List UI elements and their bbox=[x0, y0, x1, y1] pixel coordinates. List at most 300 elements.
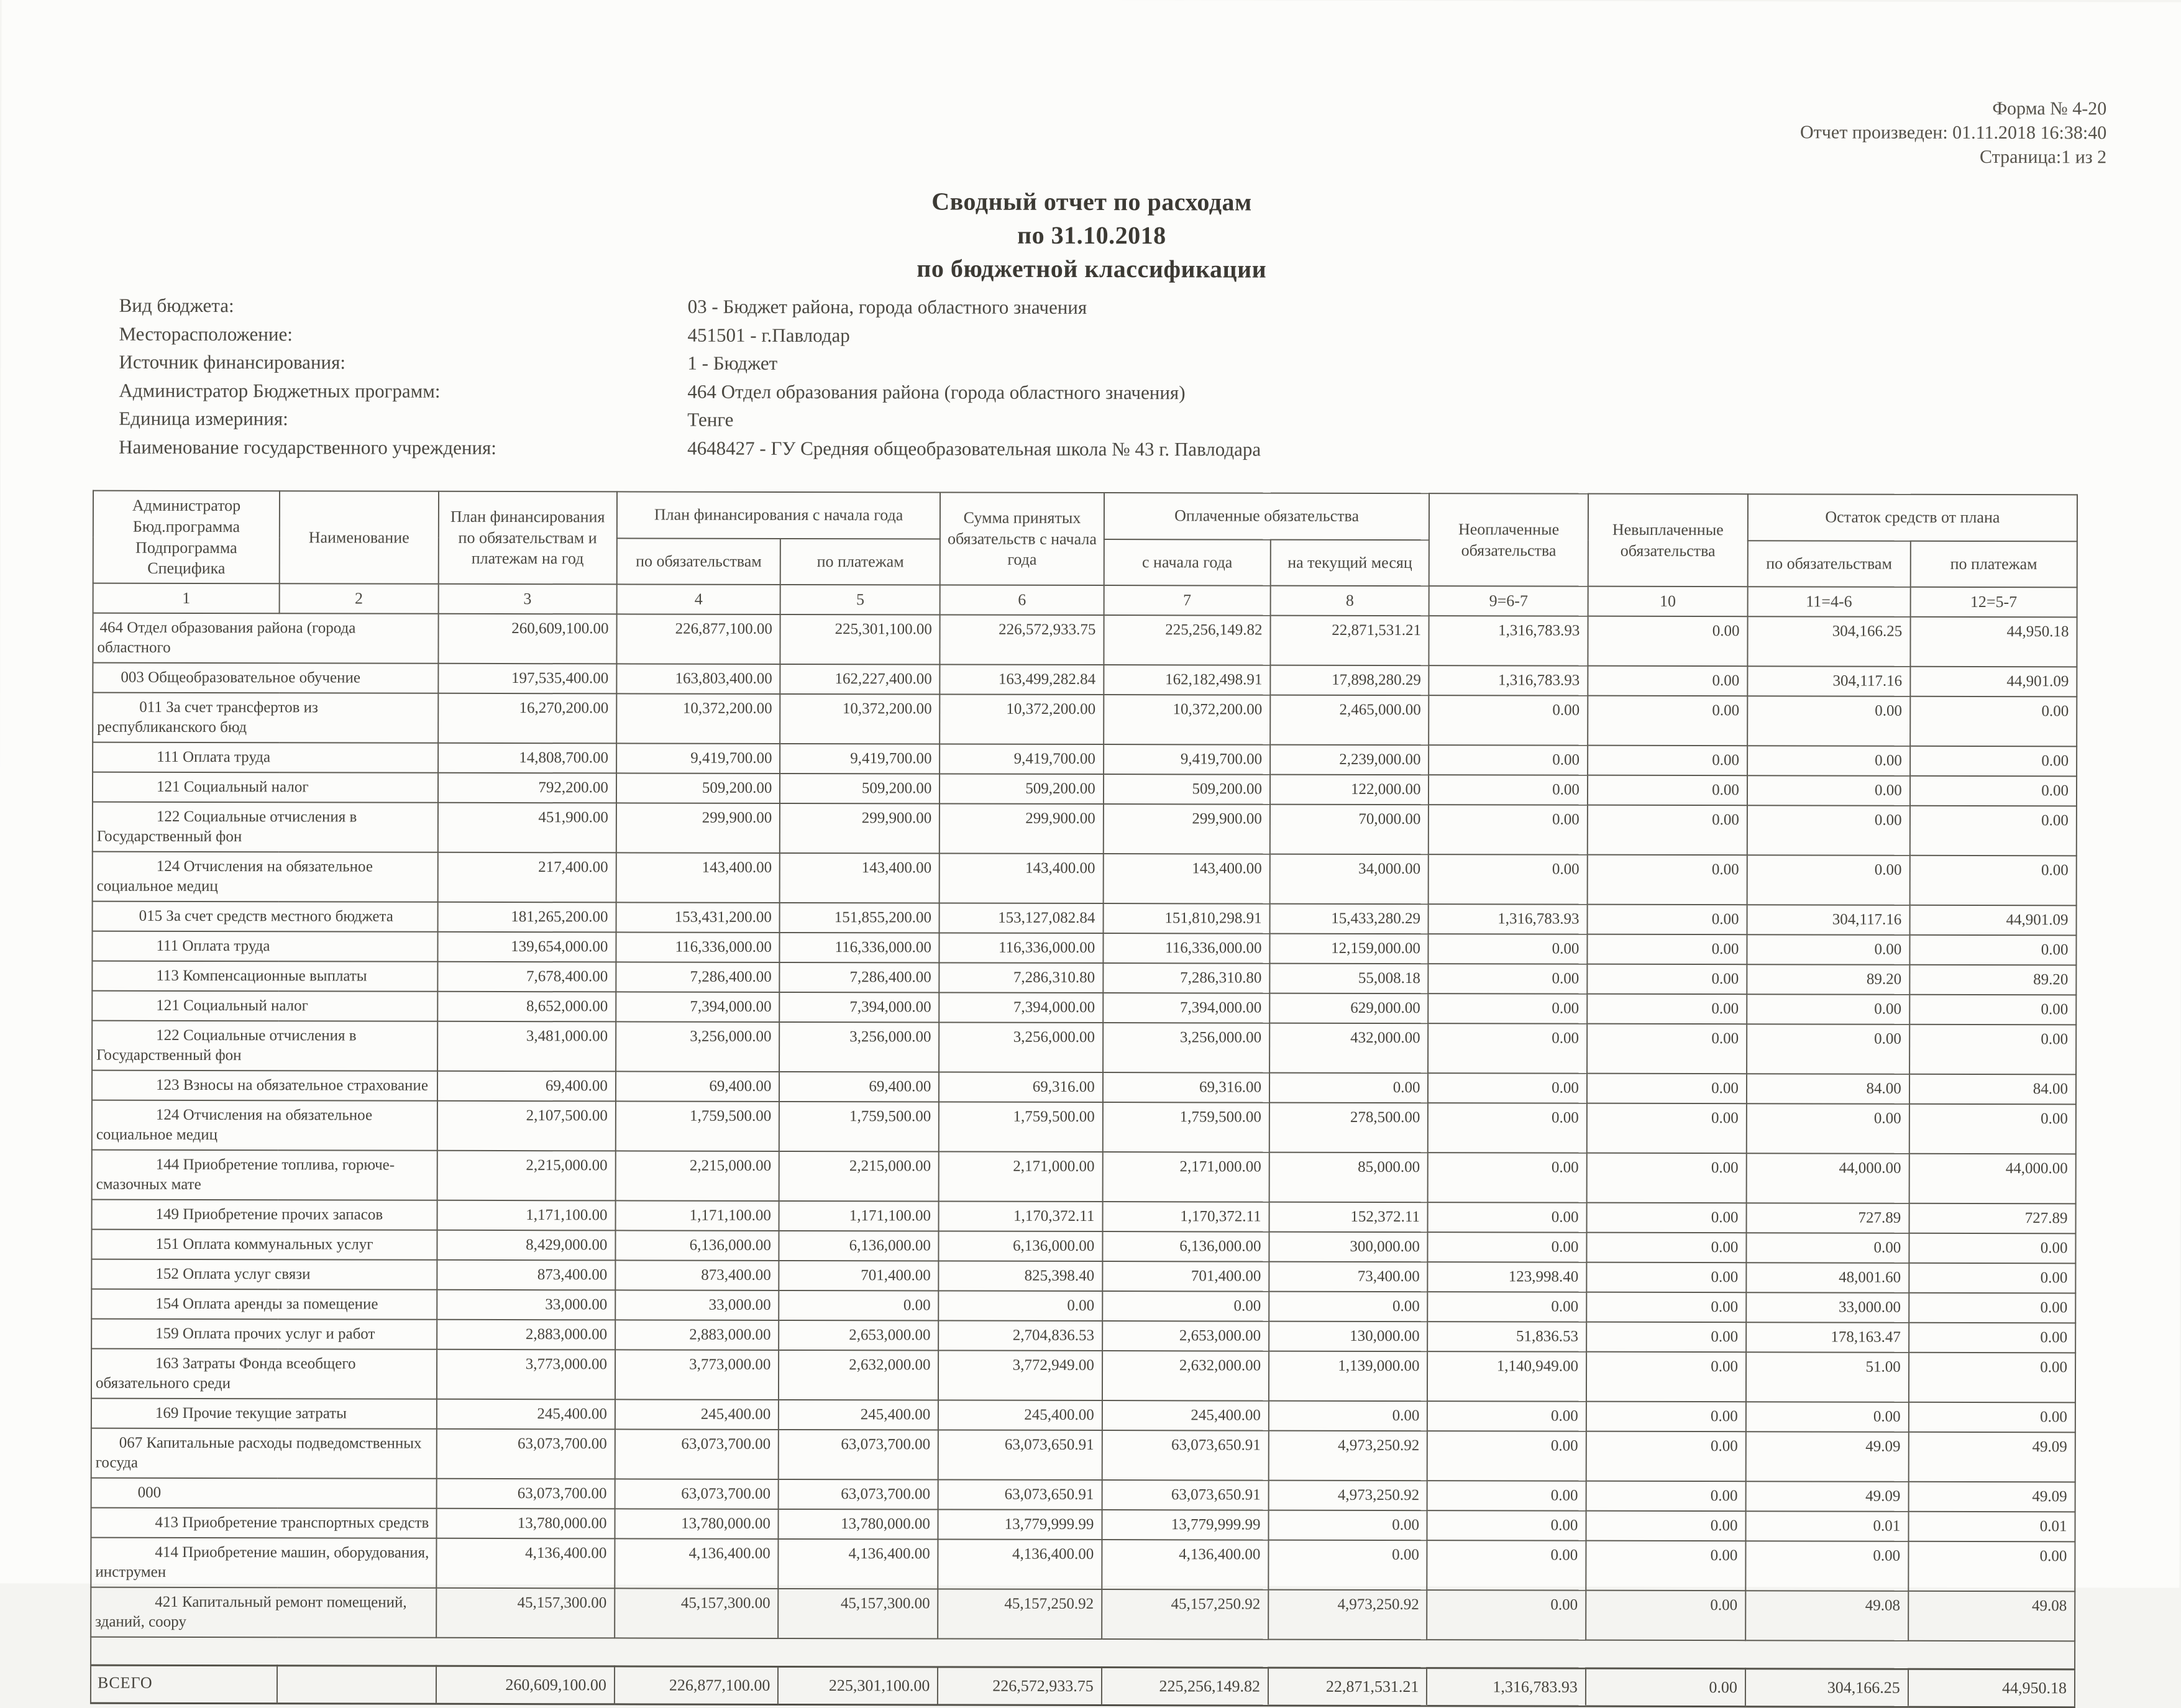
row-value: 245,400.00 bbox=[1102, 1400, 1269, 1431]
row-value: 2,632,000.00 bbox=[779, 1350, 938, 1400]
row-value: 509,200.00 bbox=[940, 774, 1104, 804]
row-label: 067 Капитальные расходы подведомственных госуда bbox=[91, 1428, 437, 1479]
table-row bbox=[92, 931, 2076, 966]
row-value: 0.00 bbox=[1910, 696, 2077, 747]
header-from-year-begin: с начала года bbox=[1104, 539, 1271, 586]
row-value: 4,136,400.00 bbox=[615, 1538, 779, 1589]
row-value: 0.00 bbox=[1586, 1511, 1745, 1541]
row-value: 63,073,700.00 bbox=[615, 1429, 779, 1479]
row-value: 10,372,200.00 bbox=[616, 693, 780, 744]
row-value: 245,400.00 bbox=[436, 1399, 615, 1430]
column-number: 10 bbox=[1588, 587, 1747, 616]
meta-row bbox=[119, 348, 2082, 380]
row-value: 51.00 bbox=[1746, 1352, 1909, 1402]
row-value: 509,200.00 bbox=[616, 773, 780, 803]
row-value: 9,419,700.00 bbox=[780, 744, 940, 774]
meta-value: Тенге bbox=[687, 408, 734, 431]
row-value: 0.00 bbox=[1909, 1263, 2075, 1294]
row-value: 1,759,500.00 bbox=[779, 1102, 939, 1152]
table-row bbox=[91, 1349, 2075, 1403]
column-number: 12=5-7 bbox=[1910, 587, 2077, 617]
row-value: 178,163.47 bbox=[1746, 1322, 1909, 1353]
row-value: 4,973,250.92 bbox=[1268, 1590, 1427, 1640]
report-title-line1: Сводный отчет по расходам bbox=[931, 187, 1252, 216]
row-label: 113 Компенсационные выплаты bbox=[92, 961, 437, 992]
header-by-obligations: по обязательствам bbox=[617, 538, 781, 585]
row-value: 0.00 bbox=[1428, 1153, 1587, 1203]
header-current-month: на текущий месяц bbox=[1271, 539, 1430, 586]
row-value: 7,286,400.00 bbox=[616, 962, 780, 992]
row-value: 2,215,000.00 bbox=[779, 1151, 939, 1202]
table-row bbox=[91, 1289, 2075, 1323]
row-value: 153,127,082.84 bbox=[940, 903, 1104, 933]
row-label: 121 Социальный налог bbox=[93, 772, 438, 803]
row-value: 0.00 bbox=[1587, 1153, 1747, 1203]
row-value: 0.00 bbox=[1910, 776, 2077, 806]
table-row bbox=[93, 902, 2077, 936]
spacer-row bbox=[91, 1637, 2075, 1670]
row-value: 116,336,000.00 bbox=[616, 932, 780, 962]
row-value: 181,265,200.00 bbox=[437, 902, 616, 933]
total-empty-cell bbox=[277, 1666, 436, 1704]
row-value: 873,400.00 bbox=[615, 1260, 779, 1290]
row-value: 1,316,783.93 bbox=[1429, 665, 1588, 696]
row-label: 122 Социальные отчисления в Государственный фон bbox=[93, 802, 438, 852]
row-value: 245,400.00 bbox=[615, 1399, 779, 1430]
total-value: 304,166.25 bbox=[1745, 1669, 1908, 1707]
row-value: 10,372,200.00 bbox=[1104, 695, 1270, 745]
row-value: 2,215,000.00 bbox=[616, 1151, 780, 1201]
row-value: 10,372,200.00 bbox=[780, 694, 940, 744]
row-value: 0.00 bbox=[1747, 746, 1910, 776]
row-label: 464 Отдел образования района (города областного bbox=[93, 613, 438, 664]
row-value: 0.00 bbox=[1586, 1292, 1746, 1323]
row-value: 162,182,498.91 bbox=[1104, 665, 1270, 695]
row-value: 0.00 bbox=[1427, 1540, 1586, 1591]
row-value: 0.00 bbox=[1428, 1103, 1587, 1153]
row-label: 111 Оплата труда bbox=[93, 742, 438, 773]
table-row bbox=[91, 1538, 2075, 1592]
row-value: 0.00 bbox=[1909, 1025, 2076, 1075]
row-value: 63,073,700.00 bbox=[779, 1430, 938, 1480]
table-row bbox=[93, 663, 2077, 697]
row-value: 63,073,700.00 bbox=[436, 1429, 615, 1479]
row-value: 0.00 bbox=[1586, 1541, 1745, 1591]
row-value: 8,429,000.00 bbox=[437, 1230, 615, 1261]
row-value: 63,073,650.91 bbox=[938, 1430, 1102, 1480]
row-value: 2,171,000.00 bbox=[939, 1151, 1103, 1202]
row-value: 49.09 bbox=[1908, 1482, 2075, 1512]
row-value: 1,170,372.11 bbox=[1102, 1202, 1269, 1232]
row-value: 22,871,531.21 bbox=[1270, 616, 1429, 666]
report-title bbox=[1, 183, 2181, 288]
row-value: 3,772,949.00 bbox=[938, 1350, 1102, 1400]
row-label: 011 За счет трансфертов из республиканского бюд bbox=[93, 693, 438, 743]
header-plan-remainder-group: Остаток средств от плана bbox=[1748, 494, 2077, 541]
row-label: 169 Прочие текущие затраты bbox=[91, 1399, 437, 1429]
row-value: 69,400.00 bbox=[779, 1072, 939, 1102]
row-value: 45,157,300.00 bbox=[615, 1588, 779, 1638]
table-row bbox=[92, 1100, 2076, 1154]
row-label: 122 Социальные отчисления в Государственный фон bbox=[92, 1021, 437, 1071]
row-value: 2,632,000.00 bbox=[1102, 1351, 1269, 1401]
row-value: 0.00 bbox=[1429, 1023, 1588, 1074]
row-value: 2,239,000.00 bbox=[1270, 745, 1429, 775]
row-value: 0.00 bbox=[1909, 1293, 2075, 1323]
row-value: 63,073,700.00 bbox=[779, 1479, 938, 1510]
row-value: 143,400.00 bbox=[940, 853, 1104, 903]
row-value: 151,810,298.91 bbox=[1103, 903, 1269, 934]
row-value: 0.00 bbox=[1586, 1432, 1746, 1482]
meta-row bbox=[119, 404, 2082, 437]
row-label: 121 Социальный налог bbox=[92, 991, 437, 1021]
row-value: 34,000.00 bbox=[1270, 854, 1429, 905]
row-value: 825,398.40 bbox=[939, 1261, 1103, 1291]
row-value: 3,256,000.00 bbox=[616, 1021, 780, 1072]
column-number: 6 bbox=[940, 585, 1104, 615]
row-value: 116,336,000.00 bbox=[1103, 933, 1269, 964]
row-value: 70,000.00 bbox=[1270, 805, 1429, 855]
row-label: 151 Оплата коммунальных услуг bbox=[91, 1230, 437, 1260]
row-value: 163,803,400.00 bbox=[616, 664, 780, 694]
row-value: 0.00 bbox=[1586, 1203, 1746, 1233]
row-label: 152 Оплата услуг связи bbox=[91, 1259, 437, 1290]
row-value: 0.00 bbox=[1269, 1401, 1428, 1432]
row-value: 1,171,100.00 bbox=[615, 1200, 779, 1231]
total-value: 226,877,100.00 bbox=[615, 1666, 779, 1704]
row-value: 1,759,500.00 bbox=[616, 1101, 780, 1151]
form-number: Форма № 4-20 bbox=[1992, 98, 2107, 119]
row-value: 45,157,300.00 bbox=[779, 1589, 938, 1639]
row-value: 0.00 bbox=[1588, 746, 1747, 776]
row-value: 873,400.00 bbox=[437, 1260, 615, 1290]
row-value: 0.00 bbox=[1428, 1292, 1587, 1322]
row-value: 69,400.00 bbox=[437, 1071, 616, 1102]
row-value: 63,073,700.00 bbox=[436, 1479, 615, 1509]
row-value: 0.00 bbox=[1587, 905, 1747, 935]
meta-value: 4648427 - ГУ Средняя общеобразовательная школа № 43 г. Павлодара bbox=[687, 437, 1261, 460]
table-row bbox=[91, 1508, 2075, 1542]
header-unpaid-obligations: Неоплаченные обязательства bbox=[1429, 493, 1588, 587]
row-value: 0.00 bbox=[1909, 935, 2076, 966]
row-value: 629,000.00 bbox=[1269, 993, 1429, 1024]
table-row bbox=[92, 1150, 2076, 1204]
row-value: 1,759,500.00 bbox=[939, 1102, 1103, 1152]
column-number: 8 bbox=[1271, 586, 1430, 616]
meta-value: 1 - Бюджет bbox=[687, 352, 778, 375]
row-value: 0.01 bbox=[1745, 1511, 1908, 1541]
report-title-line2: по 31.10.2018 bbox=[1017, 221, 1166, 250]
row-value: 451,900.00 bbox=[437, 803, 616, 853]
row-value: 304,166.25 bbox=[1747, 616, 1910, 667]
total-value: 0.00 bbox=[1586, 1669, 1745, 1707]
row-value: 0.00 bbox=[1268, 1510, 1427, 1541]
row-value: 7,286,310.80 bbox=[940, 962, 1104, 993]
row-value: 0.00 bbox=[1429, 964, 1588, 994]
row-value: 44,950.18 bbox=[1910, 617, 2077, 667]
row-value: 792,200.00 bbox=[438, 773, 616, 803]
row-value: 0.00 bbox=[1747, 805, 1910, 856]
row-value: 1,170,372.11 bbox=[939, 1201, 1103, 1231]
row-value: 143,400.00 bbox=[616, 852, 780, 903]
table-row bbox=[91, 1587, 2075, 1642]
row-value: 44,901.09 bbox=[1909, 905, 2076, 936]
row-value: 45,157,300.00 bbox=[436, 1588, 615, 1638]
column-number: 2 bbox=[280, 583, 439, 613]
row-value: 49.09 bbox=[1908, 1432, 2075, 1482]
meta-label: Месторасположение: bbox=[119, 322, 293, 345]
row-value: 0.00 bbox=[1586, 1263, 1746, 1293]
row-value: 45,157,250.92 bbox=[1102, 1589, 1268, 1640]
row-value: 0.00 bbox=[1588, 696, 1747, 746]
row-value: 0.00 bbox=[1586, 1322, 1746, 1353]
row-value: 701,400.00 bbox=[779, 1261, 939, 1291]
meta-label: Единица измериния: bbox=[119, 407, 288, 430]
row-value: 1,139,000.00 bbox=[1269, 1351, 1428, 1402]
row-value: 14,808,700.00 bbox=[438, 743, 616, 774]
table-row bbox=[92, 1021, 2076, 1075]
header-plan-year: План финансирования по обязательствам и платежам на год bbox=[438, 491, 617, 585]
row-value: 0.00 bbox=[1910, 746, 2077, 777]
row-value: 152,372.11 bbox=[1269, 1202, 1429, 1233]
row-value: 7,394,000.00 bbox=[1103, 993, 1269, 1023]
meta-value: 451501 - г.Павлодар bbox=[687, 324, 850, 346]
row-value: 4,973,250.92 bbox=[1269, 1481, 1428, 1511]
meta-label: Вид бюджета: bbox=[119, 294, 234, 317]
row-value: 84.00 bbox=[1747, 1074, 1909, 1104]
header-by-payments: по платежам bbox=[780, 539, 940, 585]
row-value: 9,419,700.00 bbox=[940, 744, 1104, 774]
row-value: 122,000.00 bbox=[1270, 775, 1429, 805]
row-label: 144 Приобретение топлива, горюче-смазочных мате bbox=[92, 1150, 437, 1200]
row-value: 33,000.00 bbox=[1746, 1292, 1909, 1323]
row-value: 139,654,000.00 bbox=[437, 932, 616, 962]
row-value: 0.00 bbox=[1747, 994, 1909, 1025]
row-value: 69,400.00 bbox=[616, 1071, 780, 1102]
table-row bbox=[93, 613, 2077, 667]
row-value: 3,773,000.00 bbox=[437, 1350, 616, 1400]
row-value: 7,394,000.00 bbox=[940, 992, 1104, 1023]
row-value: 225,301,100.00 bbox=[780, 614, 940, 665]
report-title-line3: по бюджетной классификации bbox=[917, 254, 1267, 283]
row-value: 299,900.00 bbox=[616, 803, 780, 853]
row-value: 0.00 bbox=[1908, 1541, 2075, 1592]
row-value: 225,256,149.82 bbox=[1104, 615, 1270, 665]
table-row bbox=[91, 1399, 2075, 1433]
row-value: 0.00 bbox=[1429, 805, 1588, 855]
row-value: 0.00 bbox=[779, 1290, 939, 1321]
row-value: 143,400.00 bbox=[780, 853, 940, 903]
spacer-cell bbox=[91, 1637, 2075, 1670]
header-paid-obligations-group: Оплаченные обязательства bbox=[1104, 493, 1430, 540]
table-row bbox=[93, 772, 2077, 806]
row-value: 163,499,282.84 bbox=[940, 664, 1104, 695]
row-label: 149 Приобретение прочих запасов bbox=[92, 1200, 437, 1230]
column-number: 9=6-7 bbox=[1429, 586, 1588, 616]
total-value: 22,871,531.21 bbox=[1268, 1668, 1427, 1706]
row-value: 2,704,836.53 bbox=[939, 1320, 1103, 1351]
row-value: 15,433,280.29 bbox=[1270, 904, 1429, 934]
row-value: 7,286,400.00 bbox=[780, 962, 940, 993]
row-value: 3,481,000.00 bbox=[437, 1021, 616, 1072]
row-value: 0.00 bbox=[1588, 775, 1747, 806]
row-value: 0.00 bbox=[1747, 1024, 1909, 1074]
row-value: 84.00 bbox=[1909, 1074, 2076, 1105]
table-row bbox=[91, 1478, 2075, 1512]
row-value: 0.00 bbox=[1427, 1510, 1586, 1541]
row-value: 0.00 bbox=[1429, 775, 1588, 805]
row-value: 49.08 bbox=[1745, 1591, 1908, 1641]
total-value: 226,572,933.75 bbox=[938, 1667, 1102, 1705]
table-row bbox=[92, 1071, 2076, 1105]
row-value: 4,136,400.00 bbox=[436, 1538, 615, 1589]
row-value: 299,900.00 bbox=[780, 803, 940, 854]
row-value: 69,316.00 bbox=[939, 1072, 1103, 1102]
row-value: 0.00 bbox=[1747, 934, 1909, 965]
row-value: 245,400.00 bbox=[779, 1400, 938, 1430]
row-value: 123,998.40 bbox=[1428, 1262, 1587, 1292]
row-value: 0.00 bbox=[1429, 745, 1588, 775]
table-row bbox=[92, 1200, 2076, 1234]
row-value: 143,400.00 bbox=[1103, 854, 1269, 904]
row-value: 7,678,400.00 bbox=[437, 962, 616, 992]
row-value: 6,136,000.00 bbox=[939, 1231, 1103, 1261]
column-number: 1 bbox=[93, 583, 280, 613]
row-label: 124 Отчисления на обязательное социальное медиц bbox=[92, 1100, 437, 1151]
row-value: 0.00 bbox=[1586, 1402, 1746, 1432]
meta-label: Администратор Бюджетных программ: bbox=[119, 379, 441, 402]
row-value: 4,136,400.00 bbox=[1102, 1540, 1268, 1590]
row-value: 226,877,100.00 bbox=[616, 614, 780, 664]
row-value: 55,008.18 bbox=[1269, 964, 1429, 994]
row-value: 0.00 bbox=[1909, 1104, 2076, 1154]
row-value: 0.00 bbox=[1588, 666, 1747, 696]
row-value: 226,572,933.75 bbox=[940, 614, 1104, 665]
row-value: 0.00 bbox=[1587, 1074, 1747, 1104]
report-generated-timestamp: Отчет произведен: 01.11.2018 16:38:40 bbox=[1800, 122, 2107, 144]
meta-label: Источник финансирования: bbox=[119, 350, 346, 373]
table-row bbox=[92, 991, 2076, 1025]
row-value: 1,759,500.00 bbox=[1103, 1102, 1269, 1153]
row-value: 0.00 bbox=[1747, 696, 1910, 746]
row-value: 0.00 bbox=[1427, 1590, 1586, 1640]
table-row bbox=[93, 693, 2077, 747]
row-value: 0.00 bbox=[1588, 855, 1747, 905]
row-value: 162,227,400.00 bbox=[780, 664, 940, 695]
table-row bbox=[91, 1259, 2075, 1294]
total-value: 1,316,783.93 bbox=[1427, 1668, 1586, 1706]
row-value: 0.00 bbox=[1428, 1202, 1587, 1233]
total-value: 225,301,100.00 bbox=[778, 1667, 938, 1705]
row-value: 10,372,200.00 bbox=[940, 694, 1104, 744]
table-row bbox=[91, 1230, 2075, 1264]
row-value: 0.00 bbox=[1427, 1401, 1586, 1432]
row-value: 33,000.00 bbox=[437, 1290, 615, 1320]
total-value: 44,950.18 bbox=[1908, 1669, 2075, 1707]
row-value: 0.00 bbox=[1745, 1541, 1908, 1591]
row-value: 727.89 bbox=[1746, 1203, 1909, 1233]
row-value: 304,117.16 bbox=[1747, 666, 1910, 696]
row-value: 2,107,500.00 bbox=[437, 1101, 616, 1151]
row-value: 7,394,000.00 bbox=[616, 992, 780, 1022]
row-value: 1,171,100.00 bbox=[779, 1201, 939, 1231]
column-number: 3 bbox=[438, 584, 616, 614]
row-value: 0.00 bbox=[1588, 616, 1747, 667]
row-value: 217,400.00 bbox=[437, 852, 616, 903]
row-value: 33,000.00 bbox=[615, 1290, 779, 1320]
row-label: 163 Затраты Фонда всеобщего обязательного среди bbox=[91, 1349, 437, 1399]
row-value: 299,900.00 bbox=[940, 803, 1104, 854]
row-value: 0.00 bbox=[1429, 695, 1588, 746]
row-value: 49.09 bbox=[1746, 1481, 1909, 1512]
row-value: 4,136,400.00 bbox=[938, 1539, 1102, 1589]
row-label: 413 Приобретение транспортных средств bbox=[91, 1508, 436, 1538]
row-value: 0.00 bbox=[1429, 934, 1588, 964]
page-number: Страница:1 из 2 bbox=[1979, 146, 2107, 168]
row-value: 3,256,000.00 bbox=[779, 1022, 939, 1072]
row-value: 0.00 bbox=[1909, 1323, 2075, 1353]
row-value: 63,073,650.91 bbox=[938, 1479, 1102, 1510]
table-row bbox=[91, 1428, 2075, 1482]
row-value: 509,200.00 bbox=[1104, 774, 1270, 805]
row-value: 0.00 bbox=[1909, 1402, 2075, 1433]
row-value: 0.00 bbox=[1747, 855, 1910, 905]
row-value: 45,157,250.92 bbox=[938, 1589, 1102, 1639]
row-value: 89.20 bbox=[1909, 965, 2076, 995]
row-value: 13,779,999.99 bbox=[938, 1509, 1102, 1540]
meta-row bbox=[119, 376, 2082, 408]
column-number: 5 bbox=[780, 585, 940, 614]
row-value: 85,000.00 bbox=[1269, 1153, 1429, 1203]
total-label: ВСЕГО bbox=[91, 1666, 277, 1704]
row-value: 12,159,000.00 bbox=[1269, 934, 1429, 964]
table-row bbox=[93, 852, 2077, 906]
row-value: 197,535,400.00 bbox=[438, 664, 616, 694]
row-value: 299,900.00 bbox=[1104, 804, 1270, 854]
row-value: 153,431,200.00 bbox=[616, 902, 780, 933]
row-value: 0.00 bbox=[1910, 806, 2077, 856]
row-value: 0.00 bbox=[1747, 775, 1910, 806]
row-value: 1,316,783.93 bbox=[1429, 904, 1588, 934]
row-value: 0.00 bbox=[1427, 1481, 1586, 1511]
header-undisbursed-obligations: Невыплаченные обязательства bbox=[1588, 494, 1748, 587]
expenses-table-header bbox=[93, 491, 2077, 618]
row-label: 003 Общеобразовательное обучение bbox=[93, 663, 438, 693]
row-value: 300,000.00 bbox=[1269, 1232, 1428, 1263]
row-value: 4,136,400.00 bbox=[779, 1539, 938, 1589]
row-label: 124 Отчисления на обязательное социальное медиц bbox=[93, 852, 438, 902]
row-value: 2,171,000.00 bbox=[1102, 1152, 1269, 1202]
row-value: 13,780,000.00 bbox=[615, 1509, 779, 1539]
row-value: 0.00 bbox=[939, 1290, 1103, 1321]
row-value: 0.00 bbox=[1587, 964, 1747, 995]
header-remainder-by-obligations: по обязательствам bbox=[1748, 541, 1911, 587]
row-value: 2,883,000.00 bbox=[437, 1320, 615, 1350]
row-value: 3,256,000.00 bbox=[1103, 1023, 1269, 1073]
form-info bbox=[1800, 96, 2106, 169]
row-value: 7,286,310.80 bbox=[1103, 963, 1269, 993]
row-value: 116,336,000.00 bbox=[780, 933, 940, 963]
row-value: 17,898,280.29 bbox=[1270, 665, 1429, 696]
row-value: 0.01 bbox=[1908, 1512, 2075, 1542]
row-value: 0.00 bbox=[1909, 856, 2076, 906]
row-value: 2,465,000.00 bbox=[1270, 695, 1429, 746]
row-value: 7,394,000.00 bbox=[780, 992, 940, 1023]
row-value: 6,136,000.00 bbox=[1102, 1231, 1269, 1262]
header-plan-from-year-start-group: План финансирования с начала года bbox=[617, 491, 941, 539]
row-value: 0.00 bbox=[1747, 1103, 1909, 1154]
row-value: 69,316.00 bbox=[1103, 1072, 1269, 1103]
